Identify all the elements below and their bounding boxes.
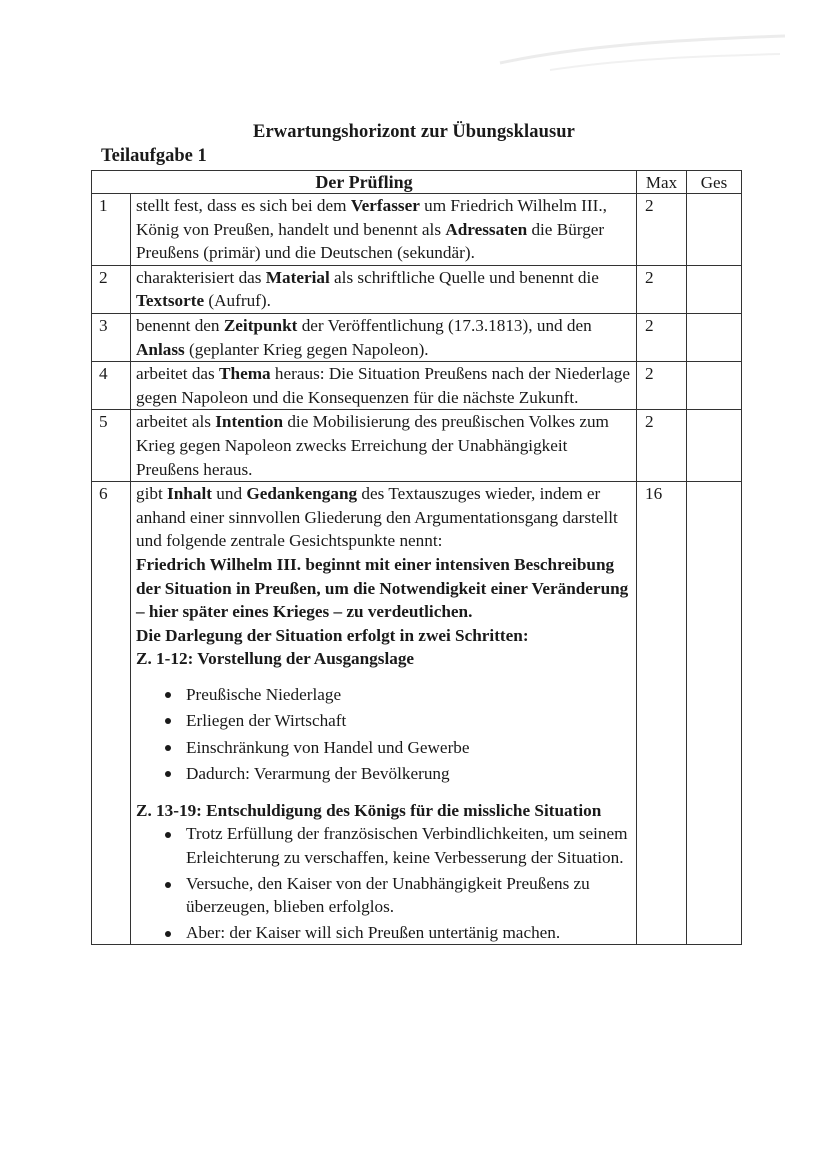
table-row — [92, 410, 742, 482]
list-item: Aber: der Kaiser will sich Preußen untertänig machen. — [136, 921, 631, 945]
row-max-points: 2 — [637, 265, 687, 313]
section2-heading: Z. 13-19: Entschuldigung des Königs für die missliche Situation — [136, 800, 602, 820]
list-item: Dadurch: Verarmung der Bevölkerung — [136, 761, 631, 788]
row-ges-cell[interactable] — [687, 194, 742, 266]
row-max-points: 2 — [637, 313, 687, 361]
expectations-table — [91, 170, 742, 945]
row-text: benennt den Zeitpunkt der Veröffentlichung (17.3.1813), und den Anlass (geplanter Krieg gegen Napoleon). — [131, 313, 637, 361]
row-number: 5 — [92, 410, 131, 482]
table-row — [92, 362, 742, 410]
list-item: Erliegen der Wirtschaft — [136, 708, 631, 735]
header-ges: Ges — [687, 171, 742, 194]
row-ges-cell[interactable] — [687, 410, 742, 482]
table-row — [92, 482, 742, 945]
list-item: Einschränkung von Handel und Gewerbe — [136, 735, 631, 762]
row-ges-cell[interactable] — [687, 362, 742, 410]
row-text: arbeitet das Thema heraus: Die Situation Preußens nach der Niederlage gegen Napoleon und die Konsequenzen für die nächste Zukunft. — [131, 362, 637, 410]
row-max-points: 2 — [637, 362, 687, 410]
bold-steps: Die Darlegung der Situation erfolgt in zwei Schritten: — [136, 625, 529, 645]
row-ges-cell[interactable] — [687, 482, 742, 945]
row-ges-cell[interactable] — [687, 313, 742, 361]
table-row — [92, 194, 742, 266]
table-row — [92, 265, 742, 313]
header-max: Max — [637, 171, 687, 194]
list-item: Versuche, den Kaiser von der Unabhängigkeit Preußens zu überzeugen, blieben erfolglos. — [136, 872, 631, 919]
header-main: Der Prüfling — [92, 171, 637, 194]
row-number: 3 — [92, 313, 131, 361]
row-number: 1 — [92, 194, 131, 266]
list-item: Trotz Erfüllung der französischen Verbindlichkeiten, um seinem Erleichterung zu verschaffen, keine Verbesserung der Situation. — [136, 822, 631, 869]
bold-intro: Friedrich Wilhelm III. beginnt mit einer intensiven Beschreibung der Situation in Preußen, um die Notwendigkeit einer Veränderung – hier später eines Krieges – zu verdeutlichen. — [136, 554, 629, 622]
row-text: charakterisiert das Material als schriftliche Quelle und benennt die Textsorte (Aufruf). — [131, 265, 637, 313]
row-max-points: 2 — [637, 194, 687, 266]
section1-bullet-list — [136, 682, 631, 788]
section-subtitle: Teilaufgabe 1 — [101, 146, 207, 166]
row-text: arbeitet als Intention die Mobilisierung des preußischen Volkes zum Krieg gegen Napoleon zwecks Erreichung der Unabhängigkeit Preußens heraus. — [131, 410, 637, 482]
section2-bullet-list — [136, 822, 631, 944]
row-number: 4 — [92, 362, 131, 410]
row-number: 6 — [92, 482, 131, 945]
table-header-row — [92, 171, 742, 194]
scan-artifact-mark — [430, 28, 790, 88]
document-title: Erwartungshorizont zur Übungsklausur — [253, 122, 575, 142]
row-text: stellt fest, dass es sich bei dem Verfasser um Friedrich Wilhelm III., König von Preußen, handelt und benennt als Adressaten die Bürger Preußens (primär) und die Deutschen (sekundär). — [131, 194, 637, 266]
row-ges-cell[interactable] — [687, 265, 742, 313]
row-max-points: 2 — [637, 410, 687, 482]
table-row — [92, 313, 742, 361]
row-number: 2 — [92, 265, 131, 313]
list-item: Preußische Niederlage — [136, 682, 631, 709]
row-text: gibt Inhalt und Gedankengang des Textauszuges wieder, indem er anhand einer sinnvollen Gliederung den Argumentationsgang darstellt und folgende zentrale Gesichtspunkte nennt: Friedrich Wilhelm III. beginnt mit einer intensiven Beschreibung der Situation in Preußen, um die Notwendigkeit einer Veränderung – hier später eines Krieges – zu verdeutlichen. Die Darlegung der Situation erfolgt in zwei Schritten: Z. 1-12: Vorstellung der Ausgangslage Preußische Niederlage Erliegen der Wirtschaft Einschränkung von Handel und Gewerbe Dadurch: Verarmung der Bevölkerung Z. 13-19: Entschuldigung des Königs für die missliche Situation Trotz Erfüllung der französischen Verbindlichkeiten, um seinem Erleichterung zu verschaffen, keine Verbesserung der Situation. Versuche, den Kaiser von der Unabhängigkeit Preußens zu überzeugen, blieben erfolglos. Aber: der Kaiser will sich Preußen untertänig machen. — [131, 482, 637, 945]
section1-heading: Z. 1-12: Vorstellung der Ausgangslage — [136, 649, 415, 669]
row-max-points: 16 — [637, 482, 687, 945]
